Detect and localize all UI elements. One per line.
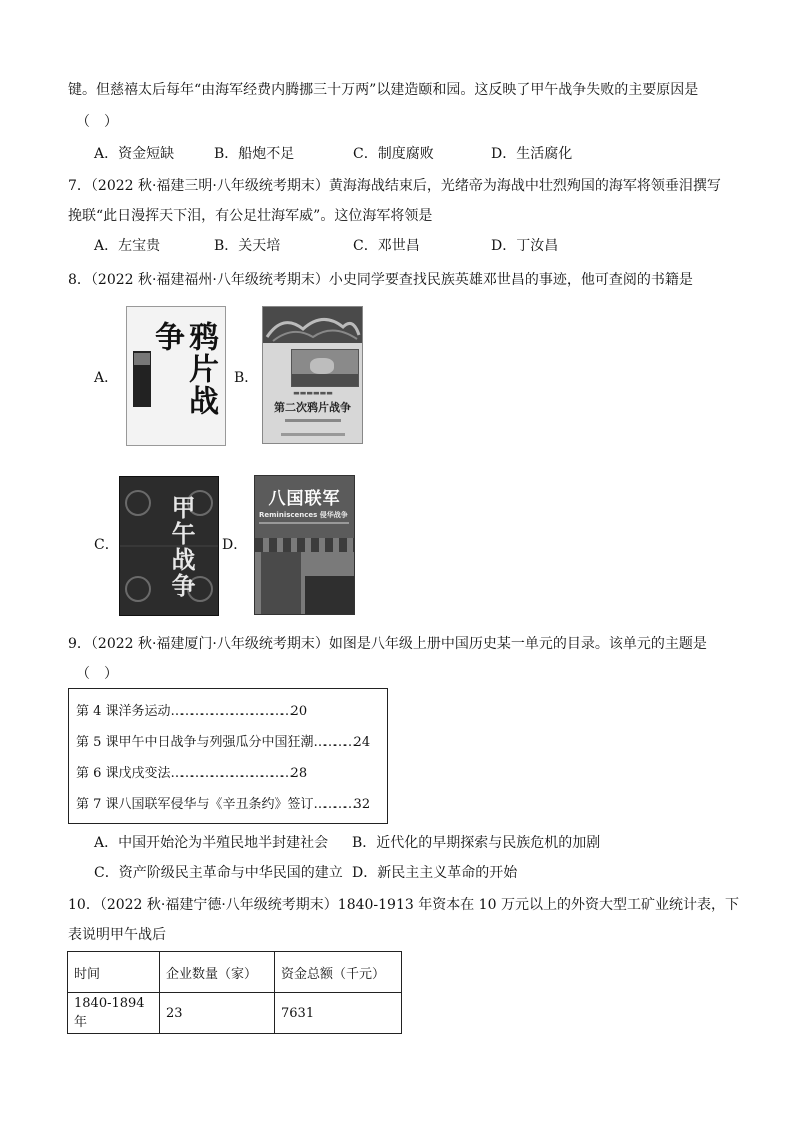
q9-option-d[interactable]: D．新民主主义革命的开始 [352,865,518,881]
toc-page: 24 [353,735,371,750]
toc-row-5 [76,734,370,752]
toc-page: 28 [290,766,308,781]
q6-option-b[interactable]: B．船炮不足 [214,146,295,162]
book-title-d: 八国联军 [268,489,341,509]
cover-author-line [285,419,341,422]
cover-series-line: ▬▬▬▬▬▬ [293,389,333,397]
q9-stem: 9．（2022 秋·福建厦门·八年级统考期末）如图是八年级上册中国历史某一单元的目录。该单元的主题是 [68,636,707,652]
q10-stem-line1: 10．（2022 秋·福建宁德·八年级统考期末）1840-1913 年资本在 10 万元以上的外资大型工矿业统计表，下 [68,897,739,913]
toc-dots: ………… [313,797,354,812]
toc-dots: ……………………………… [170,704,291,719]
q9-toc-box [68,688,388,824]
q6-answer-paren: （ ） [76,114,118,130]
toc-page: 32 [353,797,371,812]
cover-publisher-line [281,433,345,436]
toc-title: 第 7 课八国联军侵华与《辛丑条约》签订 [76,797,314,812]
cover-subline [259,522,349,524]
toc-row-7 [76,796,370,814]
cover-wall-photo [255,538,354,614]
q6-options [94,144,572,164]
q9-answer-paren: （ ） [76,666,118,682]
q6-option-c[interactable]: C．制度腐败 [353,146,434,162]
q8-option-c-label[interactable]: C． [94,537,119,553]
q8-stem: 8．（2022 秋·福建福州·八年级统考期末）小史同学要查找民族英雄邓世昌的事迹，他可查阅的书籍是 [68,272,693,288]
toc-page: 20 [290,704,308,719]
q7-stem-line2: 挽联“此日漫挥天下泪，有公足壮海军威”。这位海军将领是 [68,208,433,224]
q9-option-c[interactable]: C．资产阶级民主革命与中华民国的建立 [94,865,343,881]
q10-stats-table [67,951,402,1034]
table-cell: 7631 [275,993,402,1034]
q9-options-row2 [94,863,517,883]
q8-option-d-label[interactable]: D． [222,537,248,553]
q10-stem-line2: 表说明甲午战后 [68,927,166,943]
book-title-b: 第二次鸦片战争 [274,401,351,414]
q8-option-a-label[interactable]: A． [94,370,119,386]
q7-option-c[interactable]: C．邓世昌 [353,238,420,254]
toc-row-6 [76,765,307,783]
q8-option-b-label[interactable]: B． [234,370,259,386]
table-cell: 23 [160,993,275,1034]
cover-faint-text [213,337,223,397]
q6-option-d[interactable]: D．生活腐化 [491,146,573,162]
book-cover-sino-japanese-war[interactable] [119,476,219,616]
book-cover-eight-nation-alliance[interactable] [254,475,355,615]
table-header-row [68,952,402,993]
table-header-cell: 资金总额（千元） [275,952,402,993]
q7-option-d[interactable]: D．丁汝昌 [491,238,559,254]
toc-row-4 [76,703,307,721]
table-header-cell: 企业数量（家） [160,952,275,993]
q6-option-a[interactable]: A．资金短缺 [94,146,175,162]
q7-options [94,236,558,256]
toc-title: 第 6 课戊戌变法 [76,766,171,781]
toc-dots: ……………………………… [170,766,291,781]
toc-title: 第 5 课甲午中日战争与列强瓜分中国狂潮 [76,735,314,750]
q7-stem-line1: 7．（2022 秋·福建三明·八年级统考期末）黄海海战结束后，光绪帝为海战中壮烈殉国的海军将领垂泪撰写 [68,178,721,194]
q9-option-a[interactable]: A．中国开始沦为半殖民地半封建社会 [94,835,329,851]
book-cover-opium-war[interactable] [126,306,226,446]
cover-ornament-icon [263,307,362,343]
book-title-c: 甲午战争 [167,495,196,599]
q9-option-b[interactable]: B．近代化的早期探索与民族危机的加剧 [352,835,601,851]
cover-battle-painting [291,349,359,387]
toc-title: 第 4 课洋务运动 [76,704,171,719]
cover-photo-thumb [134,353,150,365]
book-subtitle-d: Reminiscences 侵华战争 [259,511,348,519]
book-cover-second-opium-war[interactable] [262,306,363,444]
q9-options-row1 [94,833,600,853]
q7-option-b[interactable]: B．关天培 [214,238,281,254]
book-title-a: 鸦片战争 [149,321,218,417]
table-row [68,993,402,1034]
table-header-cell: 时间 [68,952,160,993]
q7-option-a[interactable]: A．左宝贵 [94,238,161,254]
q6-text-tail: 键。但慈禧太后每年“由海军经费内腾挪三十万两”以建造颐和园。这反映了甲午战争失败的主要原因是 [68,82,699,98]
table-cell: 1840-1894 年 [68,993,160,1034]
toc-dots: ………… [313,735,354,750]
